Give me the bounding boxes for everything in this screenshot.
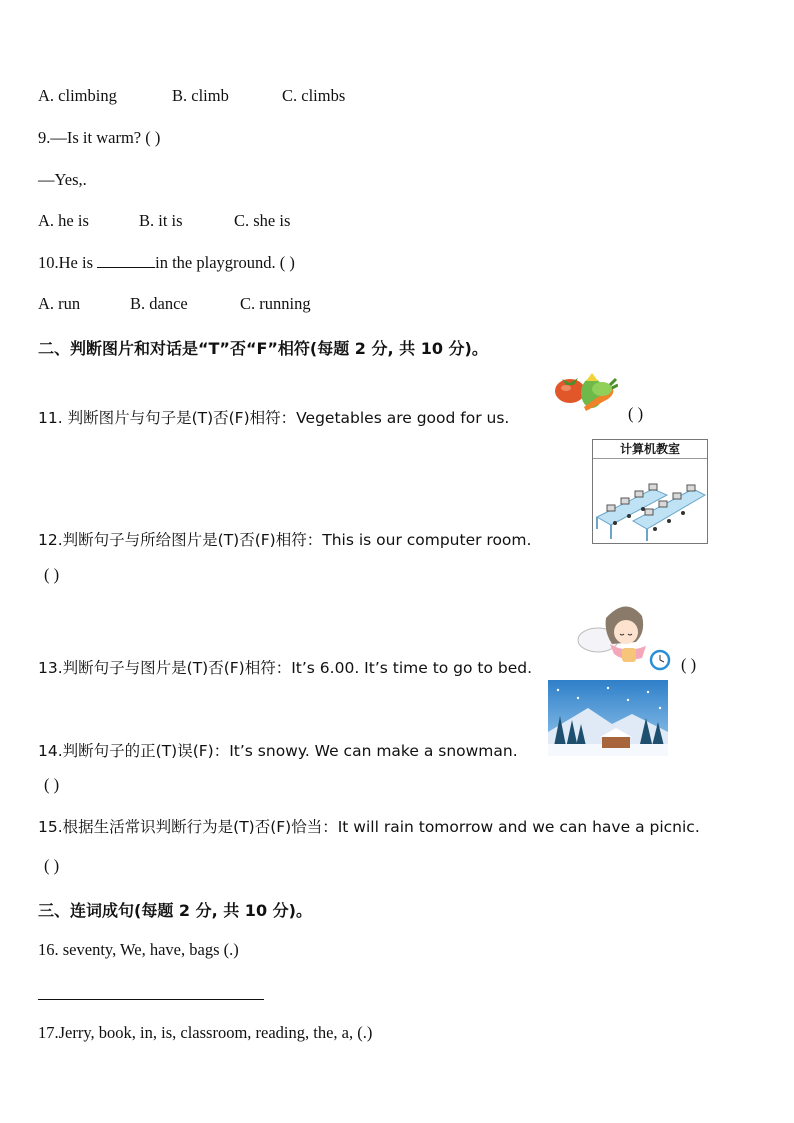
q9-question: 9.—Is it warm? ( ) xyxy=(38,128,161,147)
q10-prefix: 10.He is xyxy=(38,253,98,272)
q17-text: 17.Jerry, book, in, is, classroom, reading, the, a, (.) xyxy=(38,1023,373,1042)
q15-paren: ( ) xyxy=(44,856,60,875)
q13-paren: ( ) xyxy=(681,655,697,674)
q10-suffix: in the playground. ( ) xyxy=(155,253,295,272)
q9-option-a: A. he is xyxy=(38,211,89,230)
q12-text: 12.判断句子与所给图片是(T)否(F)相符：This is our computer room. xyxy=(38,531,532,549)
q16-answer-line xyxy=(38,999,264,1000)
q8-option-a: A. climbing xyxy=(38,86,117,105)
q10-options xyxy=(38,294,311,314)
q14-paren: ( ) xyxy=(44,775,60,794)
computer-room-caption: 计算机教室 xyxy=(593,440,707,459)
q9-options xyxy=(38,211,290,231)
q10-blank xyxy=(97,253,155,268)
q11-text: 11. 判断图片与句子是(T)否(F)相符：Vegetables are good for us. xyxy=(38,409,510,427)
q16-text: 16. seventy, We, have, bags (.) xyxy=(38,940,239,959)
section3-title: 三、连词成句(每题 2 分, 共 10 分)。 xyxy=(38,901,312,920)
q15-text: 15.根据生活常识判断行为是(T)否(F)恰当：It will rain tomorrow and we can have a picnic. xyxy=(38,818,700,836)
computer-room-image xyxy=(592,439,708,544)
q13-text: 13.判断句子与图片是(T)否(F)相符：It’s 6.00. It’s time to go to bed. xyxy=(38,659,533,677)
q10-question xyxy=(38,253,295,273)
q14-text: 14.判断句子的正(T)误(F)：It’s snowy. We can make a snowman. xyxy=(38,742,518,760)
girl-bed-clock-image xyxy=(576,598,672,672)
q11-paren: ( ) xyxy=(628,404,644,423)
q12-paren: ( ) xyxy=(44,565,60,584)
vegetables-image xyxy=(548,367,618,419)
q10-option-a: A. run xyxy=(38,294,81,313)
q8-options xyxy=(38,86,345,106)
snowy-landscape-image xyxy=(548,680,668,756)
q9-option-c: C. she is xyxy=(234,211,291,230)
q9-reply: —Yes,. xyxy=(38,170,87,189)
q8-option-c: C. climbs xyxy=(282,86,346,105)
q8-option-b: B. climb xyxy=(172,86,229,105)
q10-option-c: C. running xyxy=(240,294,311,313)
q10-option-b: B. dance xyxy=(130,294,188,313)
computer-desks-icon xyxy=(593,459,707,543)
section2-title: 二、判断图片和对话是“T”否“F”相符(每题 2 分, 共 10 分)。 xyxy=(38,339,488,358)
q9-option-b: B. it is xyxy=(139,211,183,230)
